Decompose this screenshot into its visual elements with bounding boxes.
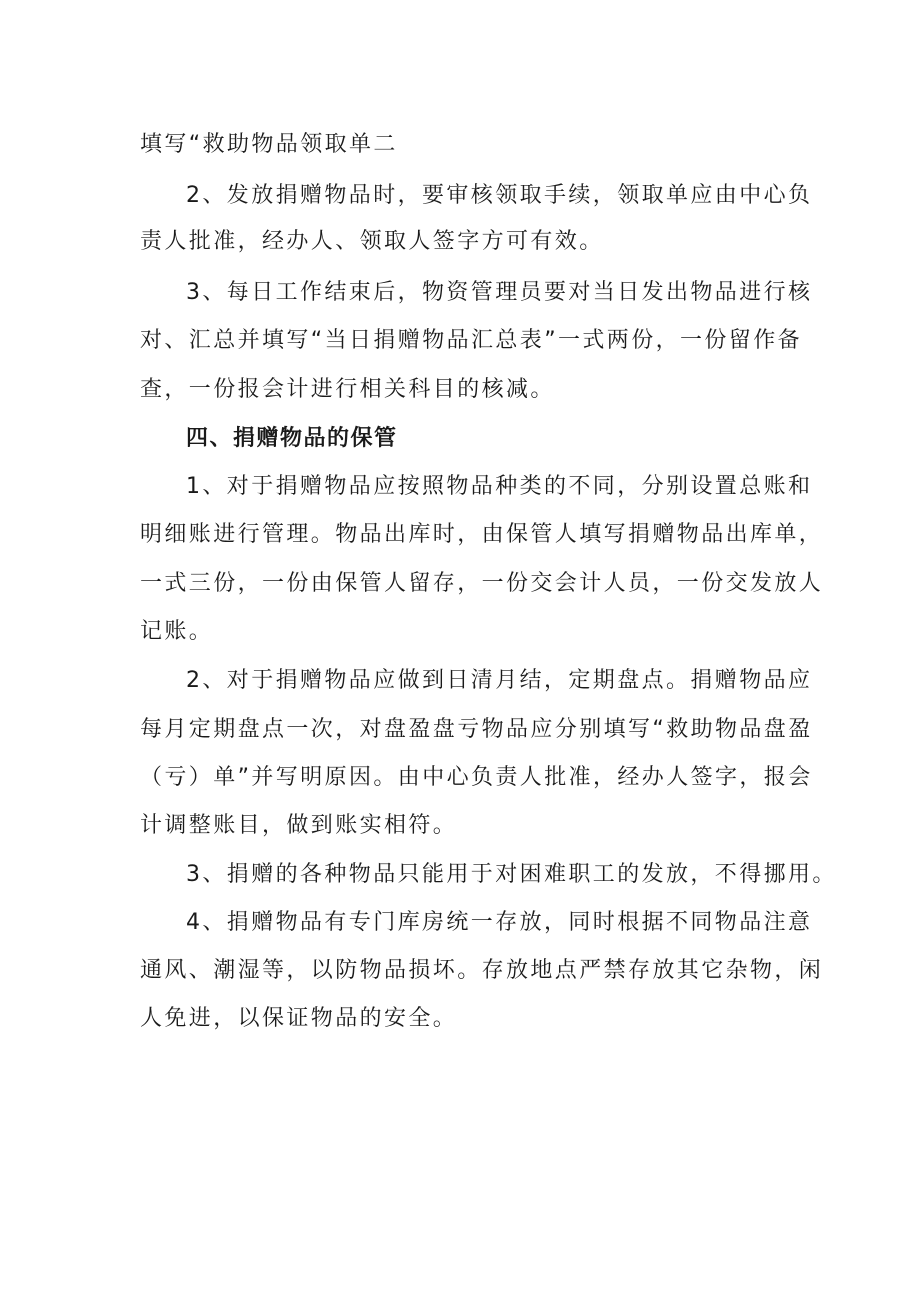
text-line: 责人批准，经办人、领取人签字方可有效。 (140, 229, 604, 254)
text-line: 人免进，以保证物品的安全。 (140, 1006, 458, 1031)
text-line: （亏）单”并写明原因。由中心负责人批准，经办人签字，报会 (140, 765, 813, 790)
text-line: 3、捐赠的各种物品只能用于对困难职工的发放，不得挪用。 (186, 862, 837, 887)
text-line: 通风、潮湿等，以防物品损坏。存放地点严禁存放其它杂物，闲 (140, 958, 824, 983)
text-line: 明细账进行管理。物品出库时，由保管人填写捐赠物品出库单， (140, 522, 824, 547)
text-line: 每月定期盘点一次，对盘盈盘亏物品应分别填写“救助物品盘盈 (140, 717, 813, 742)
text-line: 3、每日工作结束后，物资管理员要对当日发出物品进行核 (186, 280, 813, 305)
text-line: 查，一份报会计进行相关科目的核减。 (140, 377, 555, 402)
text-line: 2、对于捐赠物品应做到日清月结，定期盘点。捐赠物品应 (186, 668, 813, 693)
text-line: 一式三份，一份由保管人留存，一份交会计人员，一份交发放人 (140, 571, 824, 596)
text-line: 填写“救助物品领取单二 (140, 132, 398, 157)
text-line: 记账。 (140, 619, 214, 644)
text-line: 1、对于捐赠物品应按照物品种类的不同，分别设置总账和 (186, 474, 813, 499)
section-heading: 四、捐赠物品的保管 (186, 426, 398, 451)
text-line: 2、发放捐赠物品时，要审核领取手续，领取单应由中心负 (186, 183, 813, 208)
text-line: 计调整账目，做到账实相符。 (140, 813, 458, 838)
text-line: 4、捐赠物品有专门库房统一存放，同时根据不同物品注意 (186, 910, 813, 935)
text-line: 对、汇总并填写“当日捐赠物品汇总表”一式两份，一份留作备 (140, 328, 802, 353)
